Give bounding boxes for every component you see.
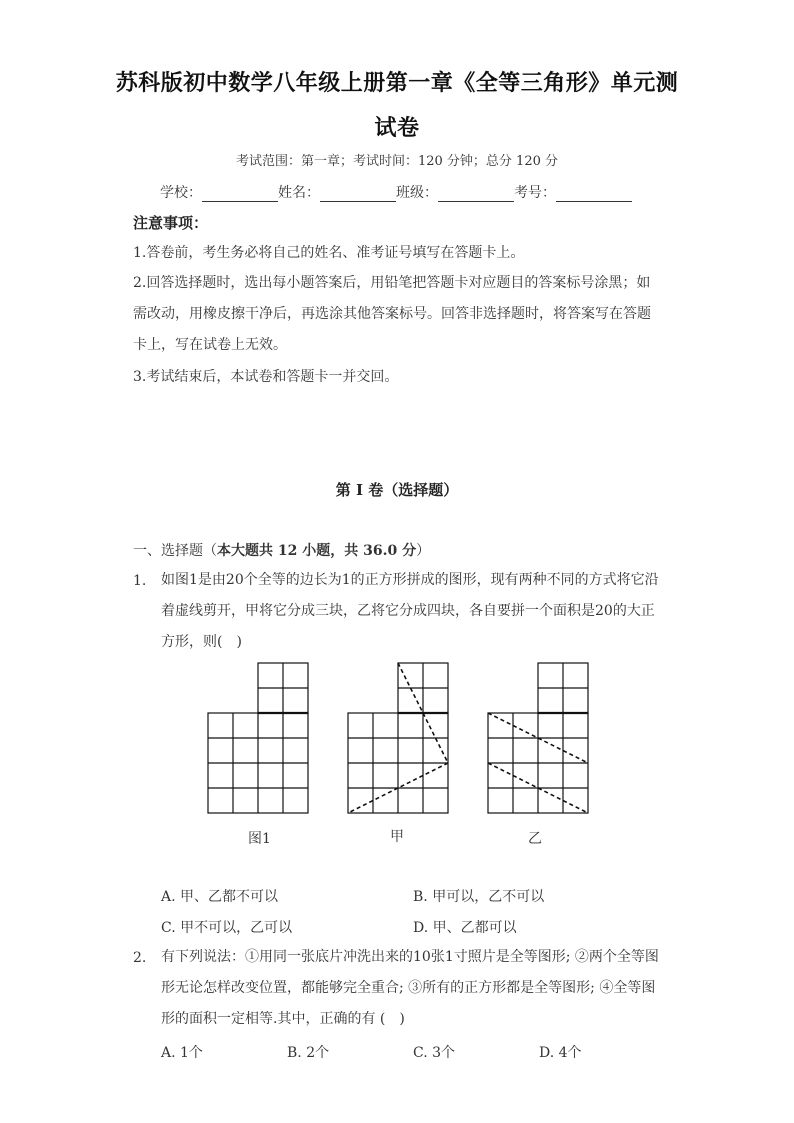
question-1-option-b[interactable]: B. 甲可以，乙不可以: [413, 889, 545, 905]
field-class-label: 班级：: [396, 185, 438, 201]
field-name-label: 姓名：: [278, 185, 320, 201]
figure-1-grid: [208, 663, 308, 813]
question-2-option-b[interactable]: B. 2个: [287, 1045, 330, 1061]
question-1-option-d[interactable]: D. 甲、乙都可以: [413, 920, 517, 936]
student-info-fields: [160, 182, 632, 202]
question-1-option-c[interactable]: C. 甲不可以，乙可以: [161, 920, 293, 936]
question-2-option-a[interactable]: A. 1个: [161, 1045, 203, 1061]
field-name-blank[interactable]: [320, 187, 396, 202]
field-school-blank[interactable]: [202, 187, 278, 202]
notes-heading: 注意事项：: [133, 214, 209, 232]
question-2-text: 有下列说法：①用同一张底片冲洗出来的10张1寸照片是全等图形; ②两个全等图形无论怎样改变位置，都能够完全重合; ③所有的正方形都是全等图形; ④全等图形的面积一定相等.其中，正确的有 ( ): [161, 949, 659, 1027]
question-2-number: 2.: [133, 950, 147, 966]
note-item-2: 2.回答选择题时，选出每小题答案后，用铅笔把答题卡对应题目的答案标号涂黑；如需改动，用橡皮擦干净后，再选涂其他答案标号。回答非选择题时，将答案写在答题卡上，写在试卷上无效。: [133, 275, 651, 353]
figure-1-caption: 图1: [248, 831, 271, 847]
figure-yi-caption: 乙: [528, 831, 542, 847]
field-number-label: 考号：: [514, 185, 556, 201]
field-number-blank[interactable]: [556, 187, 632, 202]
note-item-1: 1.答卷前，考生务必将自己的姓名、准考证号填写在答题卡上。: [133, 245, 525, 261]
question-1-figures: [200, 655, 600, 830]
part-bold: 本大题共 12 小题，共 36.0 分: [217, 543, 417, 559]
question-1-number: 1.: [133, 573, 147, 589]
document-title-line2: 试卷: [374, 116, 420, 141]
question-1-option-a[interactable]: A. 甲、乙都不可以: [161, 889, 279, 905]
part-heading: [133, 540, 430, 560]
note-item-3: 3.考试结束后，本试卷和答题卡一并交回。: [133, 369, 399, 385]
field-school-label: 学校：: [160, 185, 202, 201]
figure-yi-grid: [488, 663, 588, 813]
exam-meta: 考试范围：第一章；考试时间：120 分钟；总分 120 分: [235, 154, 559, 169]
figure-jia-caption: 甲: [390, 829, 404, 845]
part-suffix: ）: [416, 543, 431, 559]
document-title-line1: 苏科版初中数学八年级上册第一章《全等三角形》单元测: [115, 71, 679, 96]
question-2-option-c[interactable]: C. 3个: [413, 1045, 456, 1061]
figure-jia-grid: [348, 663, 448, 813]
question-1-text: 如图1是由20个全等的边长为1的正方形拼成的图形，现有两种不同的方式将它沿着虚线剪开，甲将它分成三块，乙将它分成四块，各自要拼一个面积是20的大正方形，则( ): [161, 572, 659, 650]
question-2-option-d[interactable]: D. 4个: [539, 1045, 582, 1061]
section-title: 第 I 卷（选择题）: [335, 481, 459, 499]
field-class-blank[interactable]: [438, 187, 514, 202]
part-prefix: 一、选择题（: [133, 543, 217, 559]
